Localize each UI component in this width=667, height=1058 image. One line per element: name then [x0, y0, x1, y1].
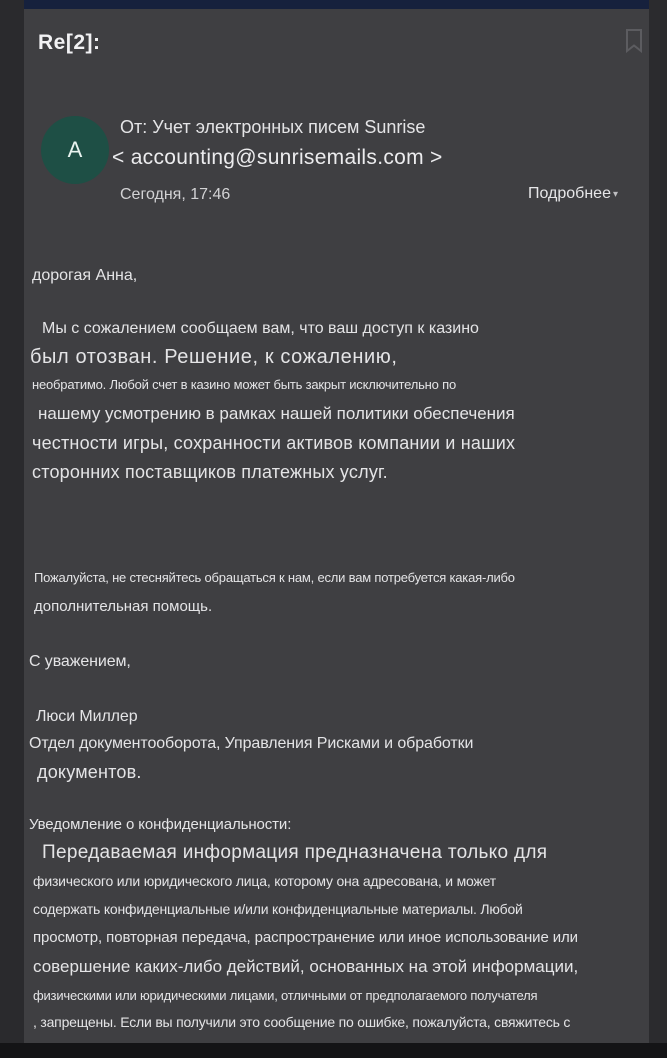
email-date: Сегодня, 17:46 — [120, 186, 231, 203]
department: документов. — [37, 762, 142, 782]
email-subject: Re[2]: — [38, 31, 101, 54]
avatar-letter: A — [67, 137, 83, 162]
body-line: дополнительная помощь. — [34, 598, 213, 615]
notice-line: содержать конфиденциальные и/или конфиденциальные материалы. Любой — [33, 901, 523, 917]
chevron-down-icon: ▾ — [612, 188, 619, 200]
top-bar — [24, 0, 649, 9]
bookmark-icon[interactable] — [625, 29, 643, 53]
regards: С уважением, — [29, 653, 131, 670]
avatar — [41, 116, 109, 184]
signer-name: Люси Миллер — [36, 708, 138, 725]
body-line: Мы с сожалением сообщаем вам, что ваш доступ к казино — [42, 320, 479, 337]
notice-line: физическими или юридическими лицами, отличными от предполагаемого получателя — [33, 988, 538, 1003]
notice-line: совершение каких-либо действий, основанных на этой информации, — [33, 957, 579, 976]
details-button[interactable] — [528, 185, 618, 203]
notice-line: просмотр, повторная передача, распространение или иное использование или — [33, 929, 578, 946]
sender-name: От: Учет электронных писем Sunrise — [120, 117, 426, 137]
body-line: был отозван. Решение, к сожалению, — [30, 346, 398, 368]
notice-line: физического или юридического лица, которому она адресована, и может — [33, 873, 496, 889]
body-line: нашему усмотрению в рамках нашей политики обеспечения — [38, 404, 515, 423]
details-label: Подробнее — [528, 185, 611, 202]
body-line: сторонних поставщиков платежных услуг. — [32, 462, 388, 482]
left-edge — [0, 0, 24, 1058]
notice-title: Уведомление о конфиденциальности: — [29, 816, 292, 833]
bottom-bar — [0, 1043, 667, 1058]
notice-line: Передаваемая информация предназначена только для — [42, 842, 548, 863]
scroll-track[interactable] — [649, 0, 667, 1058]
email-view — [24, 9, 649, 1043]
greeting: дорогая Анна, — [32, 267, 138, 284]
sender-email[interactable]: < accounting@sunrisemails.com > — [112, 146, 443, 169]
notice-line: , запрещены. Если вы получили это сообщение по ошибке, пожалуйста, свяжитесь с — [33, 1014, 571, 1030]
body-line: необратимо. Любой счет в казино может быть закрыт исключительно по — [32, 377, 456, 392]
body-line: Пожалуйста, не стесняйтесь обращаться к нам, если вам потребуется какая-либо — [34, 570, 515, 585]
body-line: честности игры, сохранности активов компании и наших — [32, 433, 516, 453]
department: Отдел документооборота, Управления Рисками и обработки — [29, 735, 474, 752]
